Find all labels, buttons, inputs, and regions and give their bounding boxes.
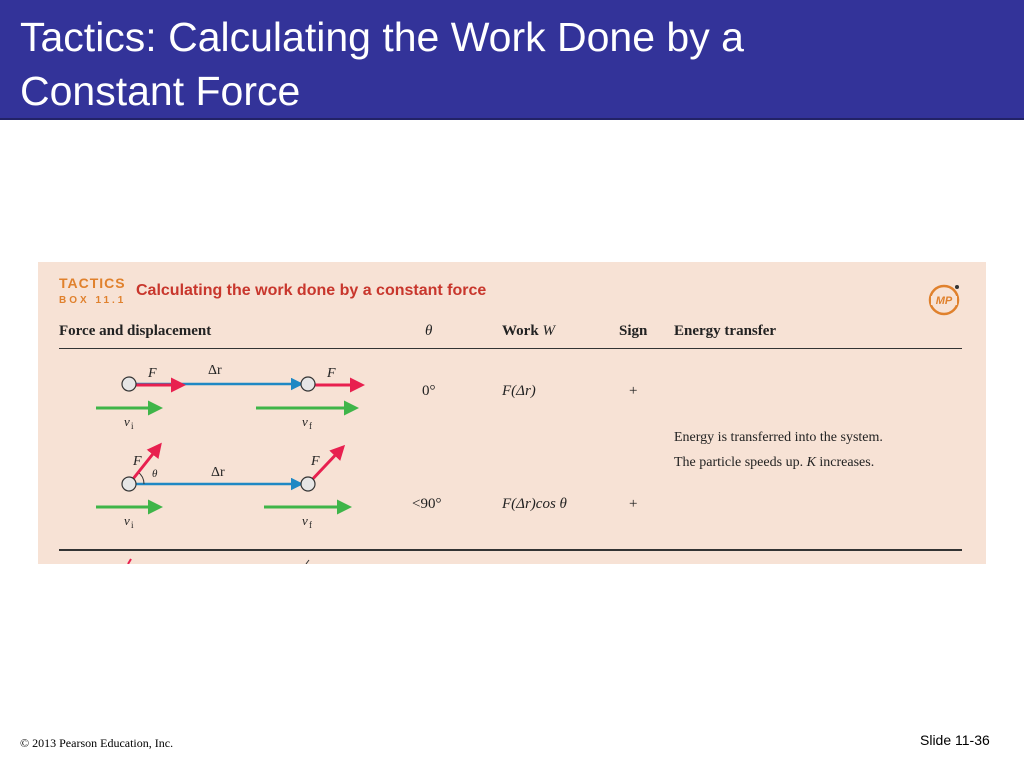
row2-angle-label: θ (152, 468, 158, 480)
slide-title-line2: Constant Force (20, 68, 301, 114)
row2-displacement-label: Δr (211, 465, 225, 480)
row3-force-hint (128, 559, 131, 564)
row2-work: F(Δr)cos θ (502, 496, 567, 512)
slide-title (20, 10, 1010, 118)
row2-sign: + (629, 496, 638, 512)
row2-vi-sub: i (131, 520, 134, 530)
row2-vi-label: v (124, 513, 130, 528)
title-underline (0, 118, 1024, 120)
row1-vf-sub: f (309, 421, 312, 431)
tactics-heading: Calculating the work done by a constant force (136, 282, 487, 299)
energy-line-2-k: K (806, 455, 816, 470)
row2-particle-start (122, 477, 136, 491)
mp-badge-text: MP (935, 295, 953, 307)
copyright: © 2013 Pearson Education, Inc. (20, 736, 174, 750)
row2-force-label-end: F (311, 454, 320, 469)
row2-vf-label: v (302, 513, 308, 528)
row2-force-label: F (133, 454, 142, 469)
row1-displacement-label: Δr (208, 363, 222, 378)
row2-vf-sub: f (309, 520, 312, 530)
col-header-force-displacement: Force and displacement (59, 323, 212, 339)
row1-force-label-end: F (327, 366, 336, 381)
slide-title-line1: Tactics: Calculating the Work Done by a (20, 14, 744, 60)
row1-work: F(Δr) (502, 383, 536, 399)
row3-hint (306, 560, 309, 564)
row1-particle-start (122, 377, 136, 391)
col-header-theta: θ (425, 323, 433, 339)
force-displacement-diagrams (38, 262, 986, 564)
energy-line-1: Energy is transferred into the system. (674, 430, 883, 445)
row1-theta: 0° (422, 383, 436, 399)
col-header-work-label: Work (502, 323, 539, 339)
tactics-label: TACTICS (59, 275, 126, 291)
row1-vf-label: v (302, 414, 308, 429)
col-header-work-symbol: W (542, 323, 555, 339)
box-number: BOX 11.1 (59, 295, 127, 306)
tactics-box (38, 262, 986, 564)
row1-force-label: F (148, 366, 157, 381)
energy-line-2-b: increases. (819, 455, 875, 470)
row2-particle-end (301, 477, 315, 491)
row2-theta: <90° (412, 496, 442, 512)
row1-vi-label: v (124, 414, 130, 429)
col-header-sign: Sign (619, 323, 648, 339)
col-header-energy-transfer: Energy transfer (674, 323, 777, 339)
row1-sign: + (629, 383, 638, 399)
energy-line-2-a: The particle speeds up. (674, 455, 804, 470)
slide-number: Slide 11-36 (920, 732, 990, 748)
row1-particle-end (301, 377, 315, 391)
row1-vi-sub: i (131, 421, 134, 431)
